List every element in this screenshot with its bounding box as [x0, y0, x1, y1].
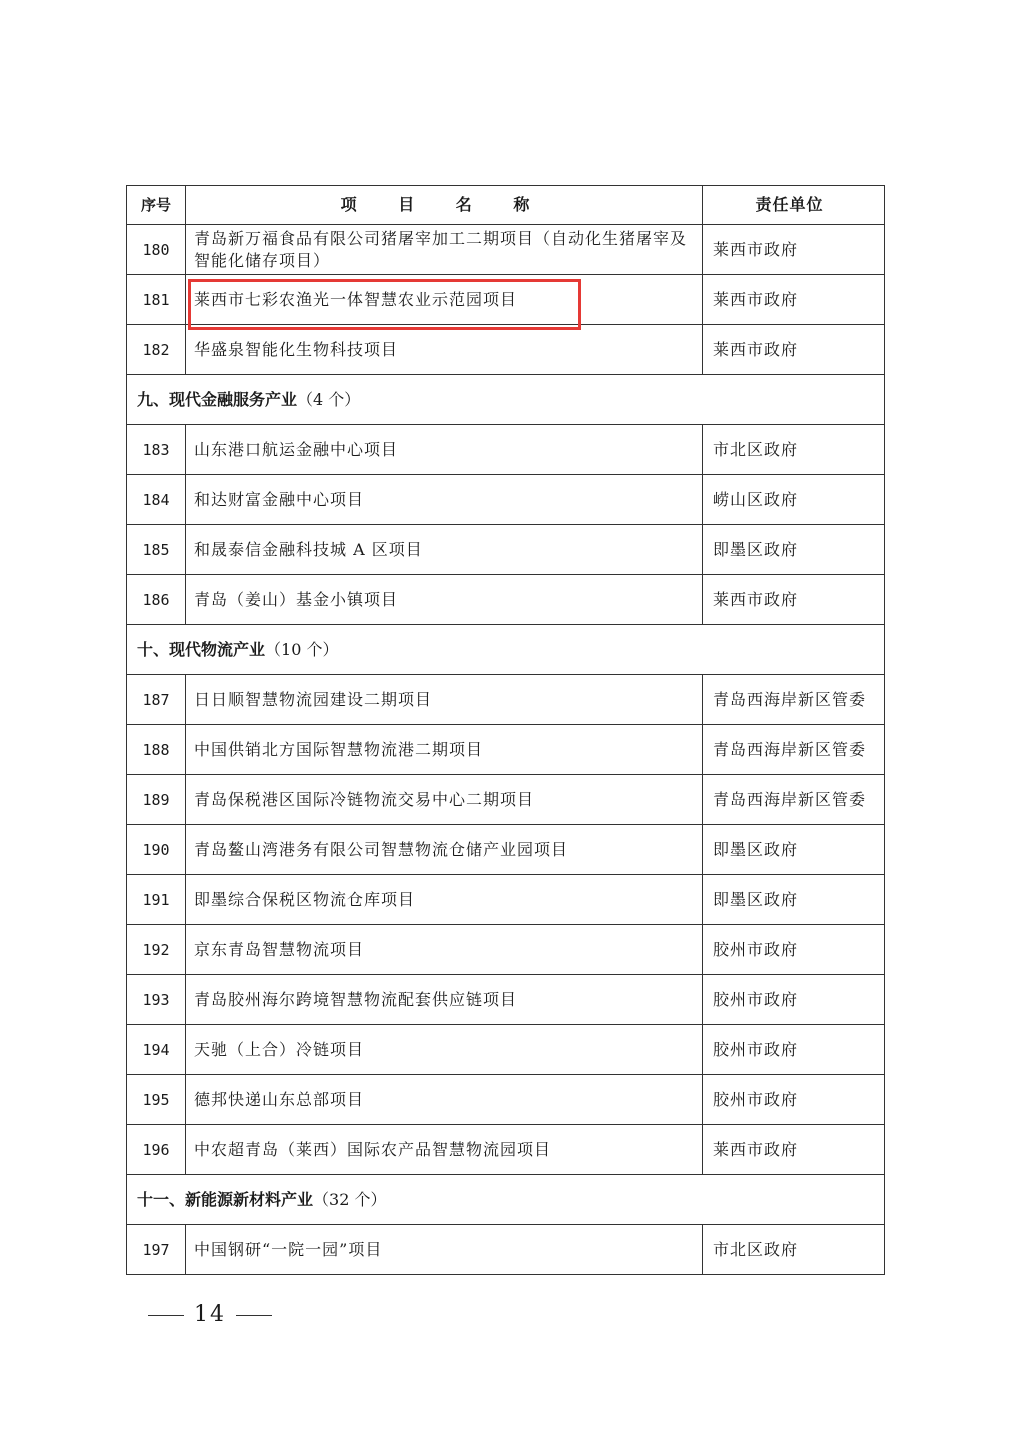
section-name: 十一、新能源新材料产业: [137, 1189, 314, 1209]
row-responsible-unit: 崂山区政府: [703, 475, 885, 525]
row-responsible-unit: 莱西市政府: [703, 275, 885, 325]
highlight-box: [188, 279, 581, 330]
row-responsible-unit: 即墨区政府: [703, 875, 885, 925]
section-count: （32 个）: [313, 1189, 387, 1209]
table-row: [127, 725, 885, 775]
row-project-name: 中农超青岛（莱西）国际农产品智慧物流园项目: [186, 1125, 703, 1175]
table-row: [127, 775, 885, 825]
row-num: 183: [127, 425, 186, 475]
row-responsible-unit: 胶州市政府: [703, 1075, 885, 1125]
project-table: [126, 185, 885, 1275]
row-project-name: 天驰（上合）冷链项目: [186, 1025, 703, 1075]
row-project-name: 青岛（姜山）基金小镇项目: [186, 575, 703, 625]
table-body: [127, 186, 885, 1275]
row-num: 195: [127, 1075, 186, 1125]
row-num: 185: [127, 525, 186, 575]
row-responsible-unit: 胶州市政府: [703, 925, 885, 975]
row-responsible-unit: 胶州市政府: [703, 975, 885, 1025]
row-project-name: 青岛保税港区国际冷链物流交易中心二期项目: [186, 775, 703, 825]
page-number: 14: [194, 1302, 226, 1327]
section-count: （10 个）: [265, 639, 339, 659]
row-responsible-unit: 莱西市政府: [703, 325, 885, 375]
header-num: 序号: [127, 186, 186, 225]
table-row: [127, 1125, 885, 1175]
row-responsible-unit: 莱西市政府: [703, 225, 885, 275]
section-row: [127, 625, 885, 675]
table-row: [127, 475, 885, 525]
table-row: [127, 425, 885, 475]
row-num: 192: [127, 925, 186, 975]
section-title: [127, 375, 885, 425]
row-num: 184: [127, 475, 186, 525]
row-project-name: 即墨综合保税区物流仓库项目: [186, 875, 703, 925]
table-row: [127, 225, 885, 275]
header-unit: 责任单位: [703, 186, 885, 225]
row-responsible-unit: 青岛西海岸新区管委: [703, 775, 885, 825]
row-responsible-unit: 即墨区政府: [703, 525, 885, 575]
section-count: （4 个）: [297, 389, 361, 409]
dash-left: [148, 1315, 184, 1316]
row-responsible-unit: 青岛西海岸新区管委: [703, 675, 885, 725]
table-row: [127, 575, 885, 625]
row-project-name: 中国钢研“一院一园”项目: [186, 1225, 703, 1275]
dash-right: [236, 1315, 272, 1316]
row-responsible-unit: 市北区政府: [703, 1225, 885, 1275]
section-title: [127, 1175, 885, 1225]
row-num: 187: [127, 675, 186, 725]
table-header-row: [127, 186, 885, 225]
row-num: 180: [127, 225, 186, 275]
row-responsible-unit: 青岛西海岸新区管委: [703, 725, 885, 775]
table-row: [127, 675, 885, 725]
table-row: [127, 825, 885, 875]
section-name: 九、现代金融服务产业: [137, 389, 298, 409]
section-row: [127, 375, 885, 425]
row-project-name: 中国供销北方国际智慧物流港二期项目: [186, 725, 703, 775]
row-project-name: 京东青岛智慧物流项目: [186, 925, 703, 975]
row-num: 194: [127, 1025, 186, 1075]
row-num: 197: [127, 1225, 186, 1275]
row-project-name: 青岛胶州海尔跨境智慧物流配套供应链项目: [186, 975, 703, 1025]
row-num: 188: [127, 725, 186, 775]
row-project-name: 山东港口航运金融中心项目: [186, 425, 703, 475]
row-project-name: 青岛鳌山湾港务有限公司智慧物流仓储产业园项目: [186, 825, 703, 875]
row-project-name: 日日顺智慧物流园建设二期项目: [186, 675, 703, 725]
row-project-name: 莱西市七彩农渔光一体智慧农业示范园项目: [186, 275, 703, 325]
table-row: [127, 525, 885, 575]
table-row: [127, 875, 885, 925]
row-num: 186: [127, 575, 186, 625]
row-project-name: 和晟泰信金融科技城 A 区项目: [186, 525, 703, 575]
table-row: [127, 1225, 885, 1275]
table-row: [127, 975, 885, 1025]
row-num: 190: [127, 825, 186, 875]
row-num: 196: [127, 1125, 186, 1175]
section-name: 十、现代物流产业: [137, 639, 266, 659]
row-responsible-unit: 莱西市政府: [703, 1125, 885, 1175]
row-num: 189: [127, 775, 186, 825]
row-responsible-unit: 莱西市政府: [703, 575, 885, 625]
section-title: [127, 625, 885, 675]
page-footer: [138, 1302, 282, 1327]
table-row: [127, 325, 885, 375]
table-row: [127, 1075, 885, 1125]
table-row: [127, 1025, 885, 1075]
row-responsible-unit: 即墨区政府: [703, 825, 885, 875]
row-project-name: 和达财富金融中心项目: [186, 475, 703, 525]
section-row: [127, 1175, 885, 1225]
row-num: 191: [127, 875, 186, 925]
row-num: 181: [127, 275, 186, 325]
row-num: 193: [127, 975, 186, 1025]
header-name: 项 目 名 称: [186, 186, 703, 225]
row-responsible-unit: 胶州市政府: [703, 1025, 885, 1075]
table-row: [127, 925, 885, 975]
row-responsible-unit: 市北区政府: [703, 425, 885, 475]
row-project-name: 德邦快递山东总部项目: [186, 1075, 703, 1125]
row-project-name: 青岛新万福食品有限公司猪屠宰加工二期项目（自动化生猪屠宰及智能化储存项目）: [186, 225, 703, 275]
row-project-name: 华盛泉智能化生物科技项目: [186, 325, 703, 375]
row-num: 182: [127, 325, 186, 375]
